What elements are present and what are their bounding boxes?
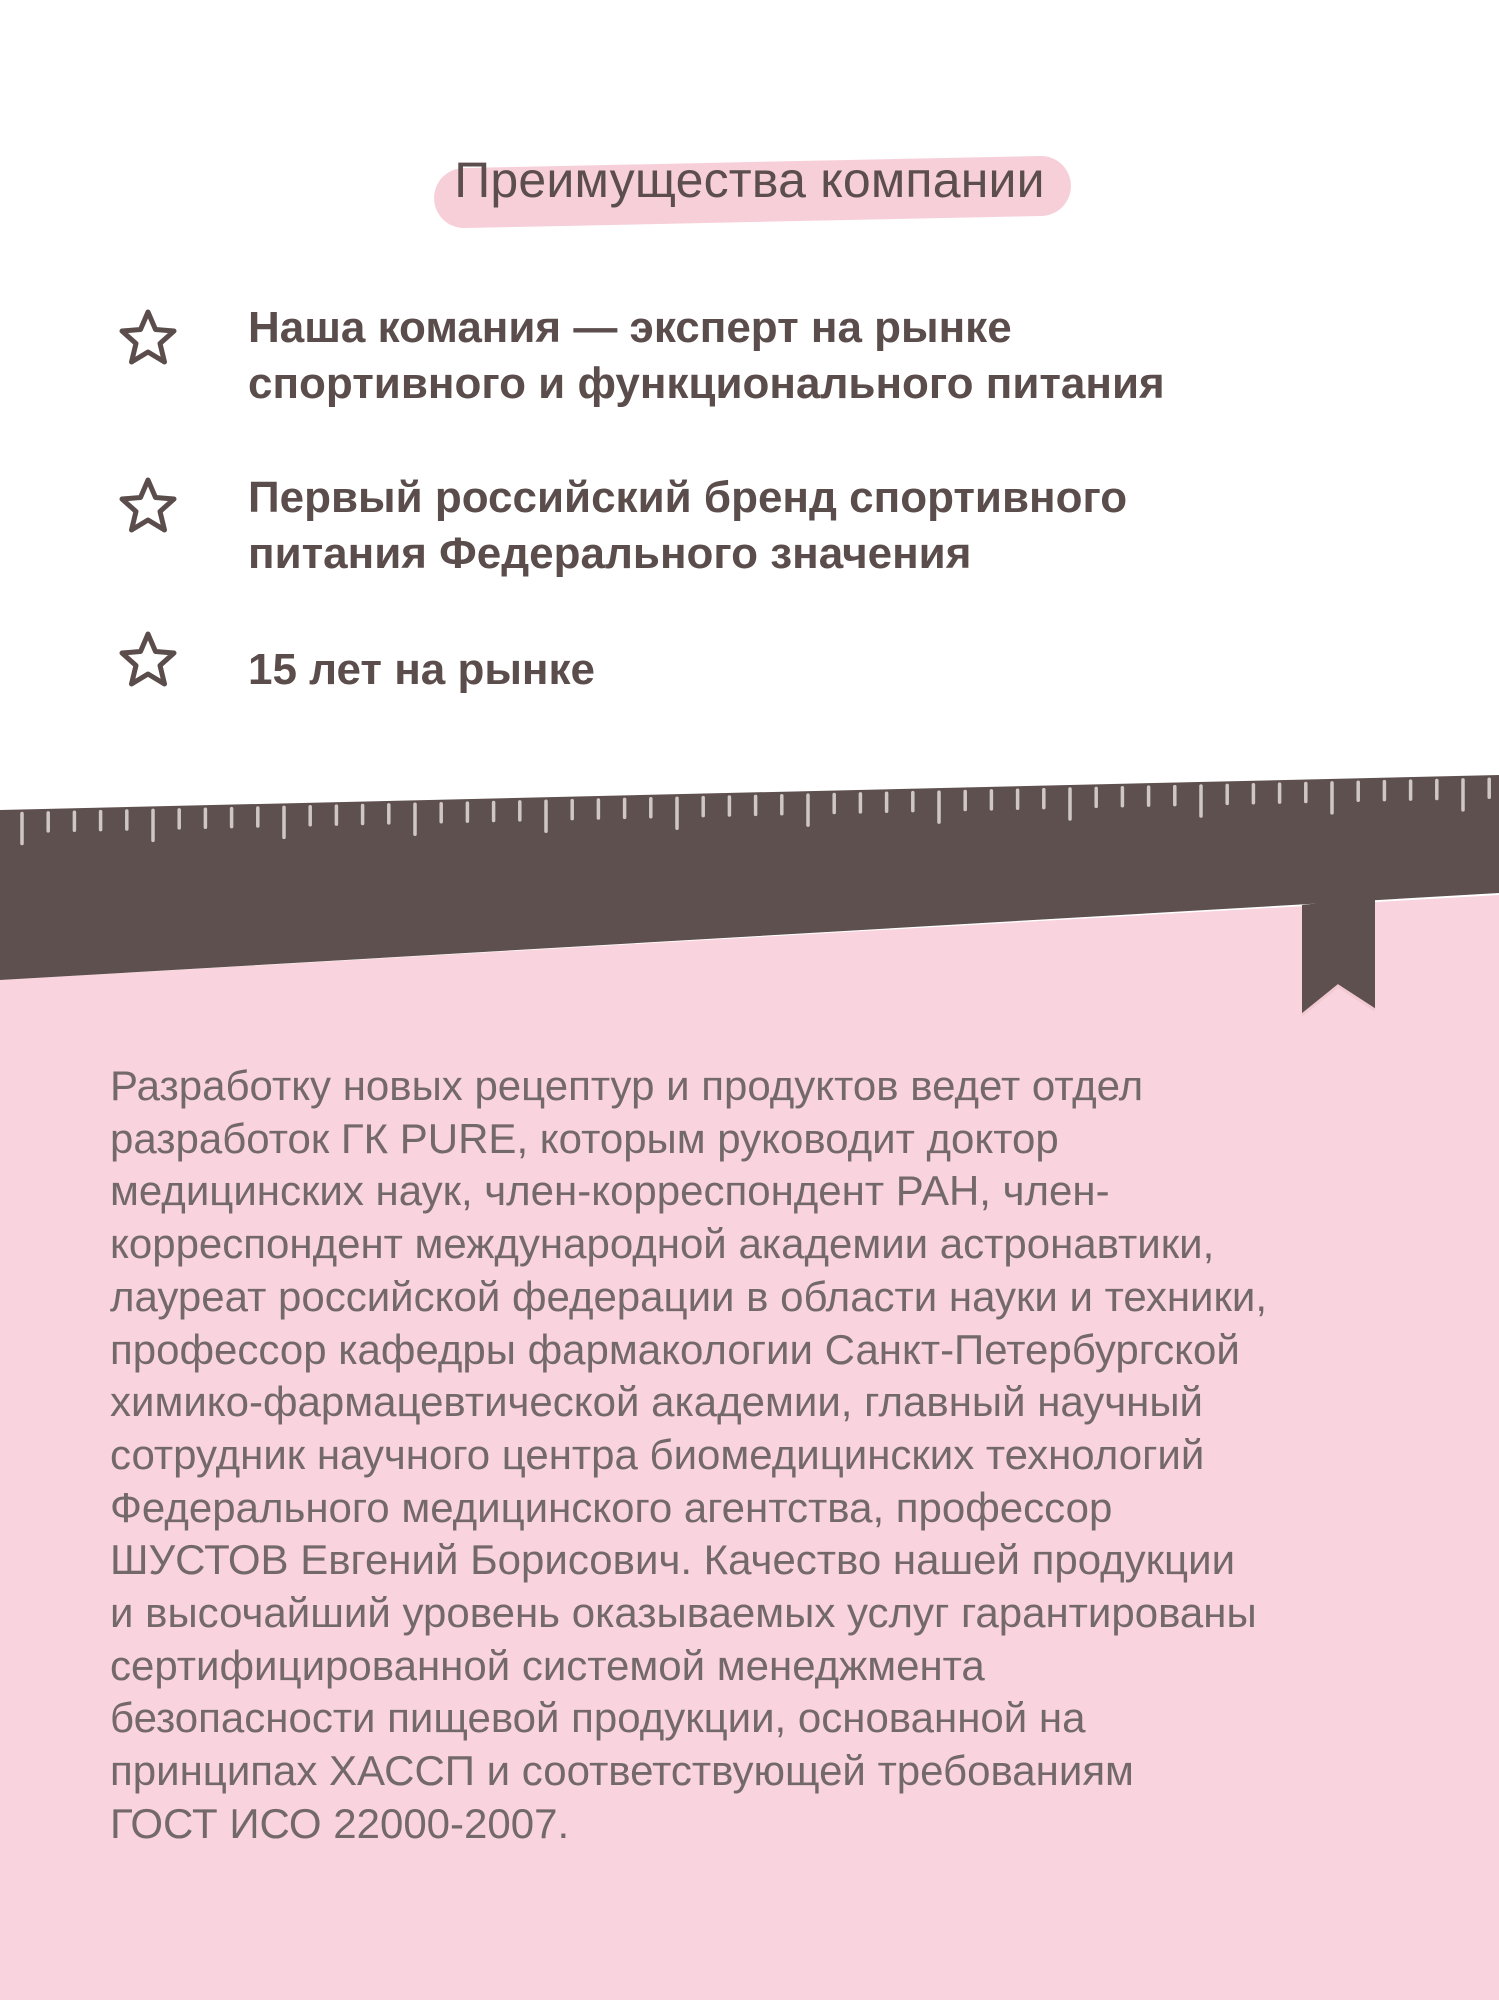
section-title-text: Преимущества компании [454,152,1045,208]
bookmark-ribbon-icon [1302,897,1375,1015]
advantage-text: Наша комания — эксперт на рынке спортивного и функционального питания [248,303,1165,408]
advantage-text: 15 лет на рынке [248,645,595,694]
description-text: Разработку новых рецептур и продуктов ведет отдел разработок ГК PURE, которым руководит доктор медицинских наук, член-корреспондент РАН, член- корреспондент международной академии астронавтики, лауреат российской федерации в области науки и техники, профессор кафедры фармакологии Санкт-Петербургской химико-фармацевтической академии, главный научный сотрудник научного центра биомедицинских технологий Федерального медицинского агентства, профессор ШУСТОВ Евгений Борисович. Качество нашей продукции и высочайший уровень оказываемых услуг гарантированы сертифицированной системой менеджмента безопасности пищевой продукции, основанной на принципах ХАССП и соответствующей требованиям ГОСТ ИСО 22000-2007. [110,1062,1267,1847]
ruler-band-shape [0,775,1499,980]
advantage-text: Первый российский бренд спортивного питания Федерального значения [248,473,1128,578]
